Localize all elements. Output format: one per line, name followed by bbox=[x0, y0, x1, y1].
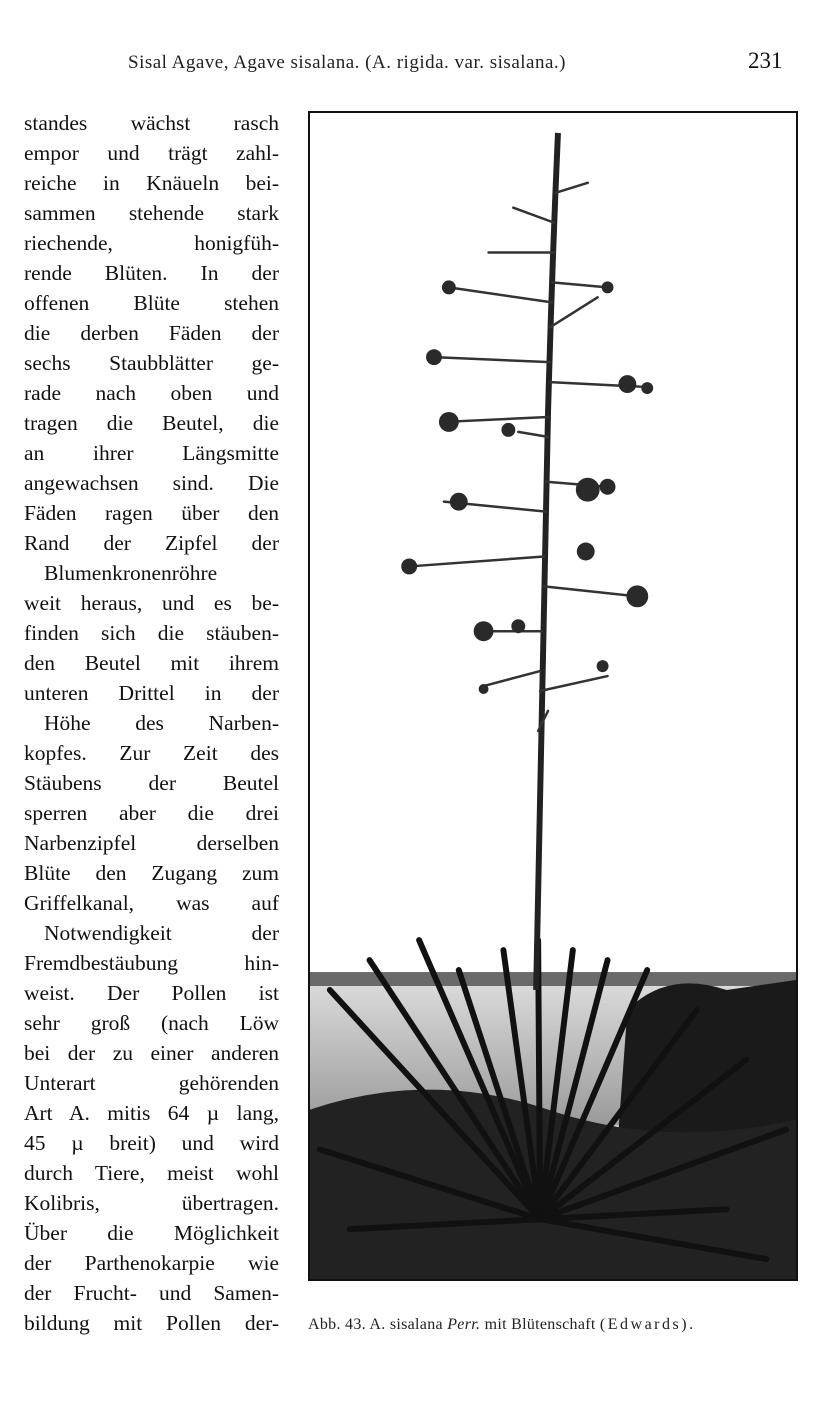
body-text-line: Unterart gehörenden bbox=[24, 1071, 279, 1095]
figure-caption bbox=[308, 1316, 808, 1334]
body-text-line: Fremdbestäubung hin- bbox=[24, 951, 279, 975]
running-header: Sisal Agave, Agave sisalana. (A. rigida. var. sisalana.) bbox=[128, 52, 566, 73]
body-text-line: Rand der Zipfel der bbox=[24, 531, 279, 555]
body-text-line: Kolibris, übertragen. bbox=[24, 1191, 279, 1215]
body-text-line: angewachsen sind. Die bbox=[24, 471, 279, 495]
caption-credit: (Edwards). bbox=[599, 1316, 696, 1333]
body-text-line: bildung mit Pollen der- bbox=[24, 1311, 279, 1335]
body-text-line: weit heraus, und es be- bbox=[24, 591, 279, 615]
body-text-line: die derben Fäden der bbox=[24, 321, 279, 345]
body-text-line: Griffelkanal, was auf bbox=[24, 891, 279, 915]
body-text-line: rade nach oben und bbox=[24, 381, 279, 405]
body-text-line: an ihrer Längsmitte bbox=[24, 441, 279, 465]
body-text-line: bei der zu einer anderen bbox=[24, 1041, 279, 1065]
caption-species: A. sisalana bbox=[369, 1316, 443, 1333]
agave-photo-illustration bbox=[310, 113, 796, 1279]
body-text-line: Notwendigkeit der bbox=[44, 921, 279, 945]
body-text-line: offenen Blüte stehen bbox=[24, 291, 279, 315]
body-text-line: tragen die Beutel, die bbox=[24, 411, 279, 435]
figure-photo bbox=[308, 111, 798, 1281]
page-number: 231 bbox=[748, 48, 783, 73]
body-text-line: den Beutel mit ihrem bbox=[24, 651, 279, 675]
body-text-line: der Frucht- und Samen- bbox=[24, 1281, 279, 1305]
body-text-line: standes wächst rasch bbox=[24, 111, 279, 135]
body-text-line: 45 µ breit) und wird bbox=[24, 1131, 279, 1155]
body-text-line: Narbenzipfel derselben bbox=[24, 831, 279, 855]
body-text-line: kopfes. Zur Zeit des bbox=[24, 741, 279, 765]
body-text-line: sechs Staubblätter ge- bbox=[24, 351, 279, 375]
body-text-line: riechende, honigfüh- bbox=[24, 231, 279, 255]
body-text-column bbox=[24, 108, 279, 1338]
body-text-line: finden sich die stäuben- bbox=[24, 621, 279, 645]
body-text-line: rende Blüten. In der bbox=[24, 261, 279, 285]
body-text-line: weist. Der Pollen ist bbox=[24, 981, 279, 1005]
body-text-line: sammen stehende stark bbox=[24, 201, 279, 225]
caption-description: mit Blütenschaft bbox=[484, 1316, 596, 1333]
body-text-line: Stäubens der Beutel bbox=[24, 771, 279, 795]
body-text-line: der Parthenokarpie wie bbox=[24, 1251, 279, 1275]
body-text-line: Höhe des Narben- bbox=[44, 711, 279, 735]
body-text-line: Blüte den Zugang zum bbox=[24, 861, 279, 885]
body-text-line: sehr groß (nach Löw bbox=[24, 1011, 279, 1035]
body-text-line: sperren aber die drei bbox=[24, 801, 279, 825]
body-text-line: durch Tiere, meist wohl bbox=[24, 1161, 279, 1185]
body-text-line: Fäden ragen über den bbox=[24, 501, 279, 525]
body-text-line: reiche in Knäueln bei- bbox=[24, 171, 279, 195]
caption-author: Perr. bbox=[447, 1316, 481, 1333]
body-text-line: Blumenkronenröhre bbox=[44, 561, 218, 585]
body-text-line: empor und trägt zahl- bbox=[24, 141, 279, 165]
body-text-line: Art A. mitis 64 µ lang, bbox=[24, 1101, 279, 1125]
caption-figure-number: Abb. 43. bbox=[308, 1316, 366, 1333]
body-text-line: Über die Möglichkeit bbox=[24, 1221, 279, 1245]
body-text-line: unteren Drittel in der bbox=[24, 681, 279, 705]
